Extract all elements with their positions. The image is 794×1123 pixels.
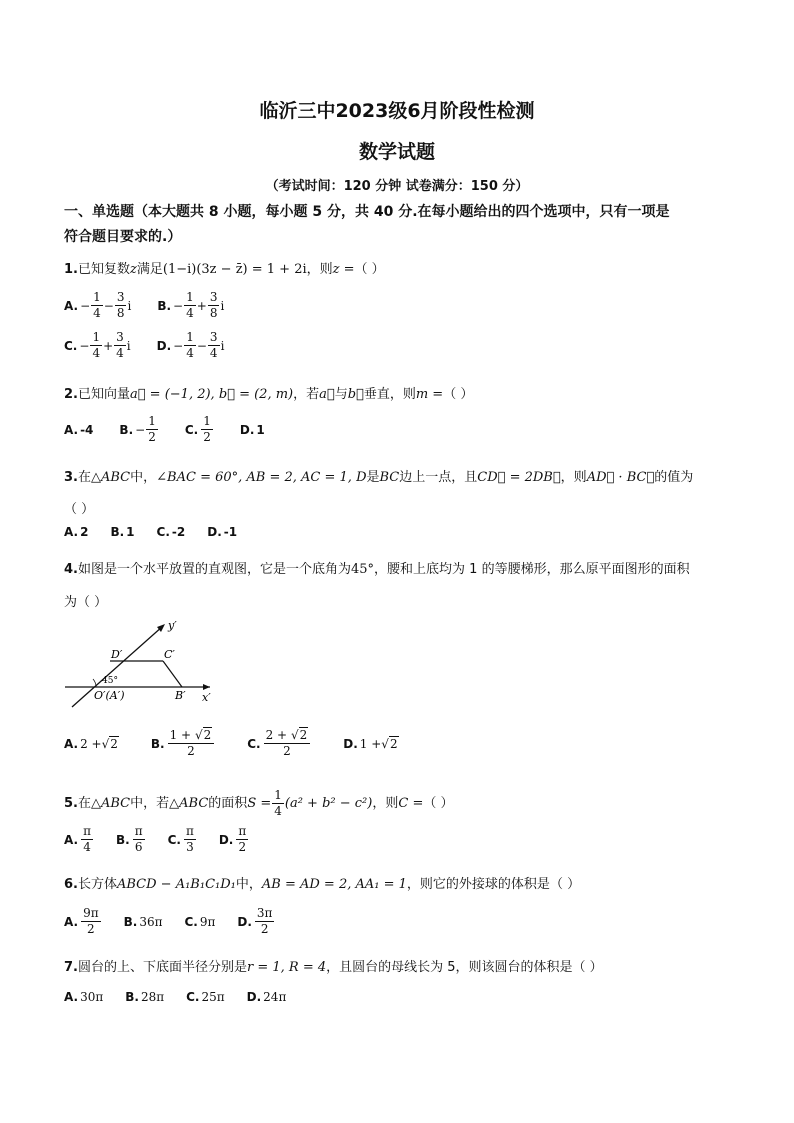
option-a[interactable]	[64, 906, 102, 937]
label-origin: O′(A′)	[94, 689, 125, 702]
numerator: 1	[186, 290, 194, 304]
option-a[interactable]	[64, 737, 119, 751]
option-label: A.	[64, 832, 79, 847]
fraction	[184, 330, 196, 361]
q2-text-post: 垂直，则	[363, 387, 416, 402]
sqrt: √2	[194, 728, 212, 742]
angle-arc	[93, 679, 96, 687]
denominator: 4	[186, 306, 194, 320]
option-a[interactable]	[64, 423, 93, 437]
q4-text-line1b: ，腰和上底均为 1 的等腰梯形，那么原平面图形的面积	[374, 562, 690, 577]
option-label: C.	[184, 422, 199, 437]
label-x-axis: x′	[202, 691, 211, 704]
section-heading-line2: 符合题目要求的.）	[64, 229, 182, 245]
question-7-stem	[64, 956, 603, 975]
q5-text-mid: 中，若	[130, 796, 170, 811]
numerator: π	[134, 824, 143, 838]
fraction	[208, 290, 220, 321]
sqrt: √2	[381, 736, 398, 751]
sign: −	[79, 338, 90, 353]
option-b[interactable]	[116, 824, 146, 855]
option-value: 2	[80, 525, 89, 539]
numerator-pre: 1 +	[169, 728, 195, 742]
denominator: 4	[186, 346, 194, 360]
option-label: D.	[246, 990, 262, 1004]
option-a[interactable]	[64, 290, 131, 321]
question-3-bracket: （ ）	[64, 502, 95, 517]
denominator: 2	[187, 744, 195, 758]
denominator: 4	[274, 804, 282, 818]
answer-bracket: （ ）	[549, 877, 581, 892]
q3-bc: BC	[379, 470, 400, 485]
imag-unit: i	[220, 298, 225, 313]
q1-equation: (1−i)(3z − z̄) = 1 + 2i	[162, 262, 307, 277]
radicand: 2	[110, 736, 118, 751]
option-d[interactable]	[157, 330, 225, 361]
question-4-stem-line2: 为（ ）	[64, 595, 108, 610]
option-label: A.	[64, 990, 79, 1004]
fraction	[184, 824, 196, 855]
q4-angle: 45°	[351, 562, 375, 577]
q3-triangle: △ABC	[91, 470, 131, 485]
option-b[interactable]	[151, 728, 215, 759]
answer-bracket: （ ）	[423, 796, 454, 811]
question-number: 1.	[64, 262, 78, 277]
q2-vec-b: b⃗	[347, 387, 364, 402]
q5-ask: C =	[398, 796, 424, 811]
q4-figure	[60, 615, 230, 715]
option-b[interactable]	[125, 990, 164, 1004]
sign: −	[196, 338, 207, 353]
sign: −	[103, 298, 114, 313]
fraction	[255, 906, 275, 937]
q6-text-mid: 中，	[235, 877, 262, 892]
question-2-stem	[64, 383, 473, 402]
q1-text-pre: 已知复数	[77, 262, 130, 277]
sign: −	[135, 422, 146, 437]
numerator: π	[83, 824, 91, 838]
denominator: 2	[238, 840, 247, 854]
option-d[interactable]	[219, 824, 249, 855]
q4-text-line1: 如图是一个水平放置的直观图，它是一个底角为	[77, 562, 351, 577]
option-label: C.	[64, 338, 78, 353]
question-number: 3.	[64, 470, 78, 485]
option-label: D.	[237, 914, 252, 929]
denominator: 8	[116, 306, 125, 320]
question-1-options-row2	[64, 330, 224, 361]
option-d[interactable]	[237, 906, 275, 937]
radicand: 2	[203, 728, 212, 742]
q7-text-post: ，且圆台的母线长为 5，则该圆台的体积是	[326, 960, 573, 975]
numerator: π	[238, 824, 247, 838]
option-label: D.	[343, 736, 358, 751]
exam-title: 临沂三中2023级6月阶段性检测	[259, 100, 535, 122]
numerator: 3	[116, 290, 125, 304]
question-5-options	[64, 824, 249, 855]
option-label: A.	[64, 736, 79, 751]
fraction	[115, 290, 127, 321]
denominator: 4	[93, 306, 101, 320]
numerator: π	[185, 824, 194, 838]
question-4-options	[64, 728, 399, 759]
option-label: C.	[156, 525, 170, 539]
question-number: 7.	[64, 960, 78, 975]
denominator: 4	[83, 840, 91, 854]
question-4-stem	[64, 558, 690, 577]
denominator: 4	[209, 346, 218, 360]
option-a[interactable]	[64, 525, 88, 539]
q2-text-pre: 已知向量	[77, 387, 130, 402]
q3-text-post2: ，则	[560, 470, 587, 485]
label-angle: 45°	[102, 676, 118, 686]
q6-text-pre: 长方体	[77, 877, 117, 892]
option-c[interactable]	[247, 728, 311, 759]
q2-vec-a: a⃗	[319, 387, 335, 402]
imag-unit: i	[220, 338, 225, 353]
option-value: -4	[80, 422, 94, 437]
question-5-stem	[64, 788, 453, 819]
question-6-stem	[64, 873, 580, 892]
option-a[interactable]	[64, 990, 103, 1004]
q1-var: z	[130, 262, 137, 277]
q2-vectors: a⃗ = (−1, 2), b⃗ = (2, m)	[130, 387, 294, 402]
sign: −	[173, 338, 184, 353]
option-label: B.	[115, 832, 130, 847]
question-1-stem	[64, 258, 385, 277]
q2-text-yu: 与	[334, 387, 348, 402]
q5-triangle: △ABC	[91, 796, 131, 811]
option-label: B.	[110, 525, 125, 539]
fraction	[90, 330, 102, 361]
fraction	[146, 414, 158, 445]
q5-area-s: S =	[247, 796, 272, 811]
question-3-stem	[64, 466, 693, 485]
q5-expression: (a² + b² − c²)	[284, 796, 373, 811]
option-label: A.	[64, 525, 79, 539]
fraction	[184, 290, 196, 321]
q6-conditions: AB = AD = 2, AA₁ = 1	[261, 877, 407, 892]
option-value: -1	[223, 525, 238, 539]
option-c[interactable]	[64, 330, 131, 361]
question-3-options	[64, 525, 237, 539]
numerator: 1	[203, 414, 211, 428]
option-label: D.	[239, 422, 255, 437]
q3-text-mid: 中，	[130, 470, 157, 485]
numerator: 3	[209, 330, 218, 344]
option-value: 30π	[80, 990, 104, 1004]
fraction	[208, 330, 220, 361]
option-value: 1	[126, 525, 135, 539]
answer-bracket: （ ）	[354, 262, 385, 277]
option-label: B.	[125, 990, 139, 1004]
label-b: B′	[175, 689, 186, 702]
option-label: C.	[167, 832, 181, 847]
denominator: 2	[87, 922, 95, 936]
trapezoid-right-leg	[163, 661, 182, 687]
fraction	[91, 290, 103, 321]
q3-text-pre: 在	[77, 470, 91, 485]
option-c[interactable]	[186, 990, 225, 1004]
question-1-options-row1	[64, 290, 224, 321]
option-expr: 2 +	[80, 736, 102, 751]
option-label: A.	[64, 914, 79, 929]
option-value: 28π	[140, 990, 165, 1004]
question-number: 4.	[64, 562, 78, 577]
exam-subject: 数学试题	[358, 141, 435, 163]
numerator: 1	[186, 330, 194, 344]
option-label: B.	[157, 298, 172, 313]
q3-text-post1: 边上一点，且	[399, 470, 478, 485]
numerator: 3π	[256, 906, 273, 920]
label-c: C′	[164, 648, 175, 661]
q5-text-post2: ，则	[372, 796, 399, 811]
option-d[interactable]	[207, 525, 237, 539]
option-value: 24π	[263, 990, 287, 1004]
answer-bracket: （ ）	[572, 960, 603, 975]
denominator: 4	[116, 346, 124, 360]
q5-text-pre: 在	[77, 796, 91, 811]
fraction	[272, 788, 284, 819]
denominator: 6	[134, 840, 143, 854]
q1-ask: z =	[332, 262, 355, 277]
denominator: 8	[209, 306, 218, 320]
numerator: 1	[274, 788, 282, 802]
q2-ask: m =	[415, 387, 444, 402]
label-y-axis: y′	[168, 619, 177, 632]
sign: −	[173, 298, 184, 313]
imag-unit: i	[126, 338, 131, 353]
option-value: 25π	[201, 990, 225, 1004]
option-label: D.	[156, 338, 172, 353]
q3-text-shi: 是	[366, 470, 380, 485]
numerator: 1	[92, 330, 101, 344]
option-label: C.	[247, 736, 261, 751]
option-value: 36π	[139, 914, 163, 929]
sign: +	[103, 338, 114, 353]
numerator: 1	[93, 290, 101, 304]
option-d[interactable]	[343, 737, 398, 751]
option-c[interactable]	[185, 414, 214, 445]
denominator: 2	[283, 744, 291, 758]
q6-text-post: ，则它的外接球的体积是	[406, 877, 550, 892]
denominator: 2	[260, 922, 269, 936]
q1-text-mid: 满足	[136, 262, 163, 277]
q7-text-pre: 圆台的上、下底面半径分别是	[77, 960, 247, 975]
question-number: 5.	[64, 796, 78, 811]
radicand: 2	[389, 736, 398, 751]
option-c[interactable]	[168, 824, 197, 855]
q3-text-post3: 的值为	[654, 470, 694, 485]
option-b[interactable]	[110, 525, 134, 539]
fraction	[236, 824, 248, 855]
section-heading	[64, 200, 734, 250]
numerator-pre: 2 +	[265, 728, 291, 742]
sign: −	[80, 298, 91, 313]
fraction	[114, 330, 126, 361]
option-b[interactable]	[119, 414, 158, 445]
q3-dot-product: AD⃗ · BC⃗	[586, 470, 655, 485]
numerator: 3	[209, 290, 218, 304]
option-label: A.	[64, 298, 79, 313]
option-c[interactable]	[157, 525, 186, 539]
sqrt: √2	[290, 728, 308, 742]
fraction	[81, 906, 101, 937]
option-value: 9π	[199, 914, 216, 929]
denominator: 2	[148, 430, 156, 444]
option-d[interactable]	[240, 423, 265, 437]
q5-text-post1: 的面积	[208, 796, 248, 811]
q6-solid: ABCD − A₁B₁C₁D₁	[117, 877, 236, 892]
denominator: 4	[92, 346, 101, 360]
option-label: C.	[184, 914, 198, 929]
answer-bracket: （ ）	[443, 387, 474, 402]
numerator	[264, 728, 311, 744]
numerator: 9π	[83, 906, 99, 920]
option-label: C.	[186, 990, 200, 1004]
option-b[interactable]	[124, 915, 163, 929]
exam-info: （考试时间：120 分钟 试卷满分：150 分）	[265, 179, 529, 194]
option-expr: 1 +	[359, 736, 382, 751]
q3-conditions: ∠BAC = 60°, AB = 2, AC = 1, D	[156, 470, 367, 485]
fraction	[133, 824, 145, 855]
option-d[interactable]	[247, 990, 287, 1004]
option-c[interactable]	[184, 915, 215, 929]
question-number: 6.	[64, 877, 78, 892]
q2-text-mid: ，若	[293, 387, 320, 402]
q5-triangle-2: △ABC	[169, 796, 209, 811]
question-2-options	[64, 414, 265, 445]
option-value: 1	[256, 422, 265, 437]
option-label: D.	[207, 525, 222, 539]
q7-conditions: r = 1, R = 4	[247, 960, 327, 975]
option-value: -2	[171, 525, 186, 539]
fraction	[264, 728, 311, 759]
option-label: B.	[150, 736, 165, 751]
label-d: D′	[111, 648, 123, 661]
option-label: A.	[64, 422, 79, 437]
option-label: B.	[123, 914, 138, 929]
numerator: 3	[116, 330, 124, 344]
fraction	[168, 728, 215, 759]
sign: +	[196, 298, 207, 313]
x-axis-arrow-icon	[203, 684, 210, 690]
question-number: 2.	[64, 387, 78, 402]
radicand: 2	[299, 728, 308, 742]
denominator: 2	[203, 430, 211, 444]
fraction	[81, 824, 93, 855]
denominator: 3	[186, 840, 194, 854]
sqrt: √2	[101, 736, 118, 751]
q1-text-post: ，则	[306, 262, 333, 277]
option-b[interactable]	[157, 290, 224, 321]
question-7-options	[64, 990, 286, 1004]
numerator	[168, 728, 215, 744]
question-6-options	[64, 906, 275, 937]
imag-unit: i	[127, 298, 132, 313]
numerator: 1	[148, 414, 156, 428]
option-label: B.	[119, 422, 134, 437]
option-label: D.	[218, 832, 234, 847]
fraction	[201, 414, 213, 445]
option-a[interactable]	[64, 824, 94, 855]
section-heading-line1: 一、单选题（本大题共 8 小题，每小题 5 分，共 40 分.在每小题给出的四个选项中，只有一项是	[64, 204, 670, 220]
q3-vector-eq: CD⃗ = 2DB⃗	[477, 470, 561, 485]
